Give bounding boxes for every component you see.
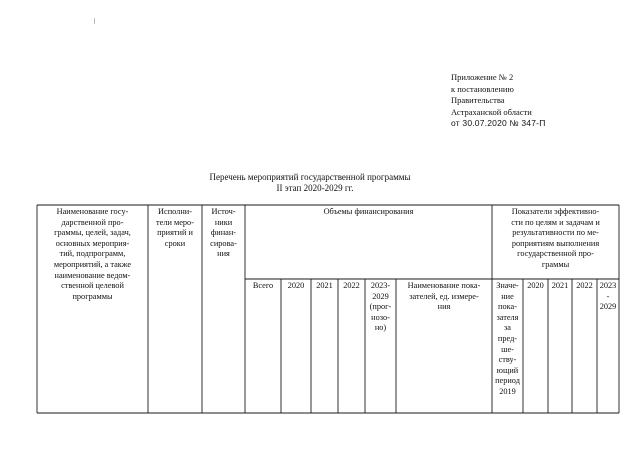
header-ind-previous-period [493,281,522,412]
header-fin-2021-text: 2021 [316,281,333,290]
header-indicator-name-text: Наименование пока- зателей, ед. измере- ния [407,281,481,312]
header-ind-2022-text: 2022 [576,281,593,290]
header-fin-2021 [312,281,337,295]
document-title [0,172,640,194]
appendix-line-3: Правительства [451,95,505,105]
scan-mark [94,18,95,24]
header-financing-volumes-text: Объемы финансирования [323,207,414,216]
header-ind-2021 [549,281,571,295]
title-line-1: Перечень мероприятий государственной программы [209,172,411,182]
header-ind-2022 [573,281,596,295]
header-executors [149,207,201,267]
header-ind-forecast [598,281,618,317]
header-fin-forecast [366,281,395,345]
header-funding-sources [203,207,244,277]
header-fin-2022 [339,281,364,295]
header-ind-forecast-text: 2023 - 2029 [599,281,617,312]
appendix-line-2: к постановлению [451,83,514,94]
header-efficiency-indicators-text: Показатели эффективно- сти по целям и задачам и результативности по ме- роприятиям выполнения государственной про- граммы [511,207,600,269]
header-funding-sources-text: Источ- ники финан- сирова- ния [210,207,237,259]
header-fin-2020 [282,281,310,295]
header-ind-2020-text: 2020 [527,281,544,290]
header-ind-2021-text: 2021 [551,281,569,290]
header-financing-volumes [246,207,491,221]
header-ind-2020 [524,281,547,295]
appendix-line-1: Приложение № 2 [451,72,514,82]
header-program-name [38,207,147,317]
header-efficiency-indicators [493,207,618,278]
appendix-date-line: от 30.07.2020 № 347-П [451,118,546,128]
header-fin-total [246,281,280,295]
header-ind-previous-period-text: Значе- ние пока- зателя за пред- ше- ству- ющий период 2019 [495,281,520,396]
header-fin-forecast-text: 2023- 2029 (прог- нозо- но) [369,281,392,333]
header-fin-total-text: Всего [252,281,274,290]
title-line-2: II этап 2020-2029 гг. [276,183,354,193]
header-fin-2020-text: 2020 [287,281,305,290]
header-indicator-name [397,281,491,317]
header-executors-text: Исполни- тели меро- приятий и сроки [156,207,194,248]
header-program-name-text: Наименование госу- дарственной про- граммы, целей, задач, основных мероприя- тий, подпрограмм, мероприятий, а также наименование ведом- ственной целевой программы [53,207,132,301]
appendix-line-4: Астраханской области [451,106,532,117]
header-fin-2022-text: 2022 [343,281,360,290]
appendix-block [451,72,631,130]
